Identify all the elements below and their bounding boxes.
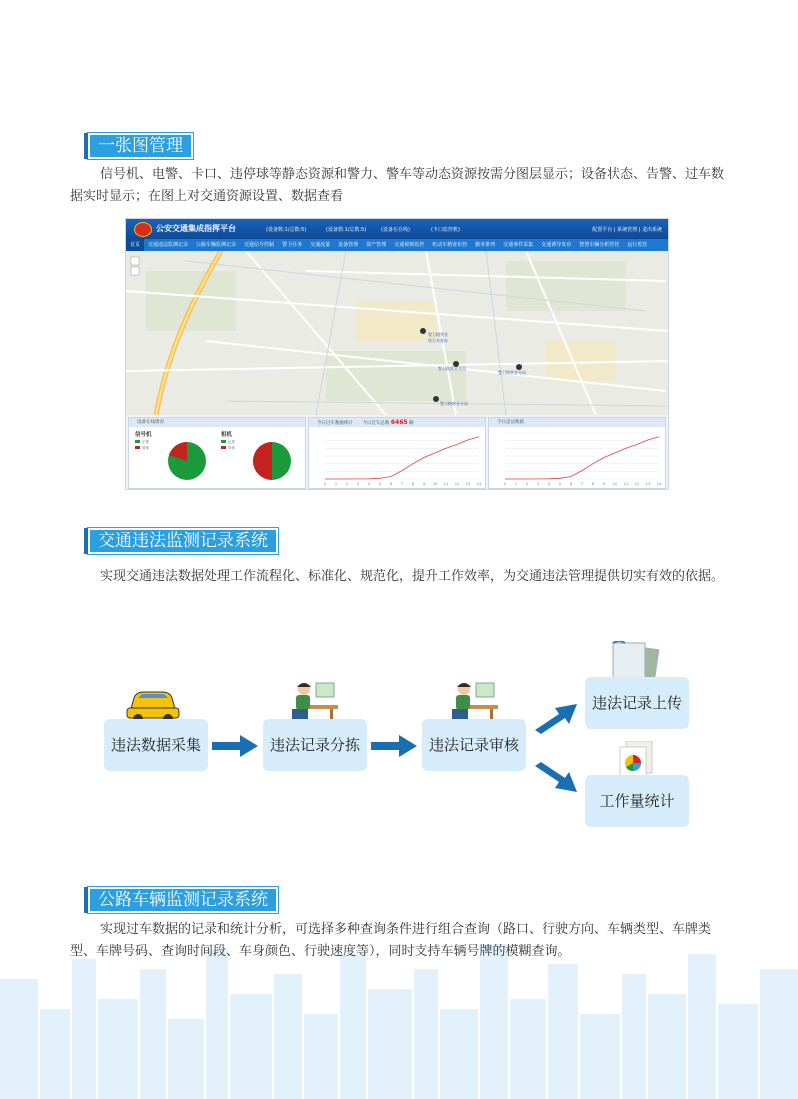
x-tick-label: 5 — [558, 482, 562, 486]
section-title-violation-system: 交通违法监测记录系统 — [88, 528, 278, 554]
dashboard-nav-item[interactable]: 交通信号控制 — [244, 242, 275, 248]
dashboard-header — [126, 219, 668, 239]
x-tick-label: 12 — [634, 482, 640, 486]
dashboard-user-menu[interactable]: 配置平台 | 系统管理 | 退出系统 — [592, 227, 662, 233]
violation-count-panel — [488, 417, 666, 489]
dashboard-nav-item[interactable]: 运行监管 — [627, 242, 648, 248]
dashboard-nav-item[interactable]: 资产管理 — [366, 242, 387, 248]
flow-box-review: 违法记录审核 — [422, 719, 526, 771]
pie-slice-offline — [253, 442, 272, 480]
section-paragraph-vehicle-system: 实现过车数据的记录和统计分析，可选择多种查询条件进行组合查询（路口、行驶方向、车辆类型、车牌类型、车牌号码、查询时间段、车身颜色、行驶速度等），同时支持车辆号牌的模糊查询。 — [70, 922, 712, 959]
x-tick-label: 6 — [569, 482, 573, 486]
section-title-map-management: 一张图管理 — [88, 133, 193, 159]
arrow-up-right-icon — [533, 700, 579, 736]
device-status-panel — [128, 417, 306, 489]
dashboard-title: 公安交通集成指挥平台 — [156, 224, 236, 233]
panel-title — [309, 418, 485, 427]
x-tick-label: 3 — [536, 482, 540, 486]
dashboard-stat: (卡口监控机) — [431, 227, 460, 233]
x-tick-label: 9 — [602, 482, 606, 486]
x-tick-label: 14 — [656, 482, 662, 486]
x-tick-label: 10 — [432, 482, 438, 486]
x-tick-label: 2 — [345, 482, 349, 486]
dashboard-nav-item[interactable]: 交通诱导发布 — [541, 242, 572, 248]
zoom-in-button[interactable] — [131, 257, 139, 265]
dashboard-bottom-panels — [126, 417, 668, 489]
x-tick-label: 8 — [411, 482, 415, 486]
flow-box-collect: 违法数据采集 — [104, 719, 208, 771]
dashboard-nav-item[interactable]: 智慧车辆分析管控 — [579, 242, 620, 248]
panel-title: 今日违法数据 — [489, 418, 665, 427]
x-tick-label: 7 — [580, 482, 584, 486]
panel-title: 设备在线情况 — [129, 418, 305, 427]
vehicle-count-unit: 辆 — [409, 421, 414, 426]
series-line — [325, 437, 479, 479]
x-tick-label: 11 — [443, 482, 449, 486]
dashboard-nav-item[interactable]: 机动车精查布控 — [432, 242, 468, 248]
flow-box-stats: 工作量统计 — [585, 775, 689, 827]
arrow-right-icon — [212, 735, 258, 757]
police-emblem-icon — [134, 222, 152, 237]
section-title-vehicle-system: 公路车辆监测记录系统 — [88, 887, 278, 913]
legend-label: 正常 — [228, 440, 235, 444]
dashboard-nav-item[interactable]: 交通视频监控 — [394, 242, 425, 248]
x-tick-label: 0 — [323, 482, 327, 486]
arrow-down-right-icon — [533, 760, 579, 796]
x-tick-label: 8 — [591, 482, 595, 486]
x-tick-label: 1 — [334, 482, 338, 486]
flow-box-sort: 违法记录分拣 — [263, 719, 367, 771]
legend-label: 正常 — [142, 440, 149, 444]
x-tick-label: 14 — [476, 482, 482, 486]
panel-title-text: 今日过车数据统计 — [317, 421, 353, 426]
x-tick-label: 12 — [454, 482, 460, 486]
map-marker-label: 警卫路营业分局 — [438, 366, 466, 371]
map-marker-label: 综合业务办 — [428, 338, 448, 343]
pie-group-label: 相机 — [221, 432, 233, 438]
city-skyline-background — [0, 939, 798, 1099]
device-status-pies — [129, 427, 305, 487]
violation-count-line-chart — [489, 427, 665, 487]
dashboard-nav-item[interactable]: 交通流量 — [310, 242, 331, 248]
map-marker-label: 警卫路营业 — [428, 332, 448, 337]
section-paragraph-map-management: 信号机、电警、卡口、违停球等静态资源和警力、警车等动态资源按需分图层显示；设备状态、告警、过车数据实时显示；在图上对交通资源设置、数据查看 — [70, 167, 725, 204]
x-tick-label: 1 — [514, 482, 518, 486]
dashboard-stat: (设备数:1/总数:5) — [326, 227, 367, 233]
x-tick-label: 13 — [645, 482, 651, 486]
series-line — [505, 437, 659, 479]
x-tick-label: 4 — [367, 482, 371, 486]
x-tick-label: 13 — [465, 482, 471, 486]
panel-count-label: 今日过车总数 — [362, 421, 390, 426]
dashboard-nav-item[interactable]: 公路车辆监测记录 — [196, 242, 237, 248]
x-tick-label: 3 — [356, 482, 360, 486]
legend-label: 异常 — [228, 446, 235, 450]
dashboard-nav-item[interactable]: 交通事件采集 — [503, 242, 534, 248]
dashboard-nav-item[interactable]: 交通违法监测记录 — [148, 242, 189, 248]
vehicle-count-panel — [308, 417, 486, 489]
dashboard-screenshot — [125, 218, 669, 490]
x-tick-label: 0 — [503, 482, 507, 486]
dashboard-nav-item[interactable]: 勤务排列 — [475, 242, 496, 248]
pie-group-label: 信号机 — [135, 432, 152, 438]
x-tick-label: 4 — [547, 482, 551, 486]
vehicle-count-value: 6465 — [390, 419, 408, 426]
x-tick-label: 9 — [422, 482, 426, 486]
x-tick-label: 11 — [623, 482, 629, 486]
dashboard-nav-item[interactable]: 警卫任务 — [282, 242, 303, 248]
map-marker-label: 警卫路营业分局 — [440, 401, 468, 406]
arrow-right-icon — [371, 735, 417, 757]
flow-box-upload: 违法记录上传 — [585, 677, 689, 729]
dashboard-stat: (设备数:1/总数:5) — [266, 227, 307, 233]
x-tick-label: 6 — [389, 482, 393, 486]
vehicle-count-line-chart — [309, 427, 485, 487]
dashboard-nav-item[interactable]: 首页 — [126, 239, 144, 251]
x-tick-label: 2 — [525, 482, 529, 486]
map-view[interactable] — [126, 251, 668, 415]
x-tick-label: 7 — [400, 482, 404, 486]
x-tick-label: 5 — [378, 482, 382, 486]
dashboard-nav-item[interactable]: 设备管理 — [338, 242, 359, 248]
dashboard-stat: (设备在在线) — [381, 227, 410, 233]
map-marker-label: 警卫路营业分局 — [498, 370, 526, 375]
section-paragraph-violation-system: 实现交通违法数据处理工作流程化、标准化、规范化，提升工作效率，为交通违法管理提供切实有效的依据。 — [100, 569, 725, 584]
legend-label: 异常 — [142, 446, 149, 450]
zoom-out-button[interactable] — [131, 267, 139, 275]
x-tick-label: 10 — [612, 482, 618, 486]
dashboard-nav — [126, 239, 668, 251]
